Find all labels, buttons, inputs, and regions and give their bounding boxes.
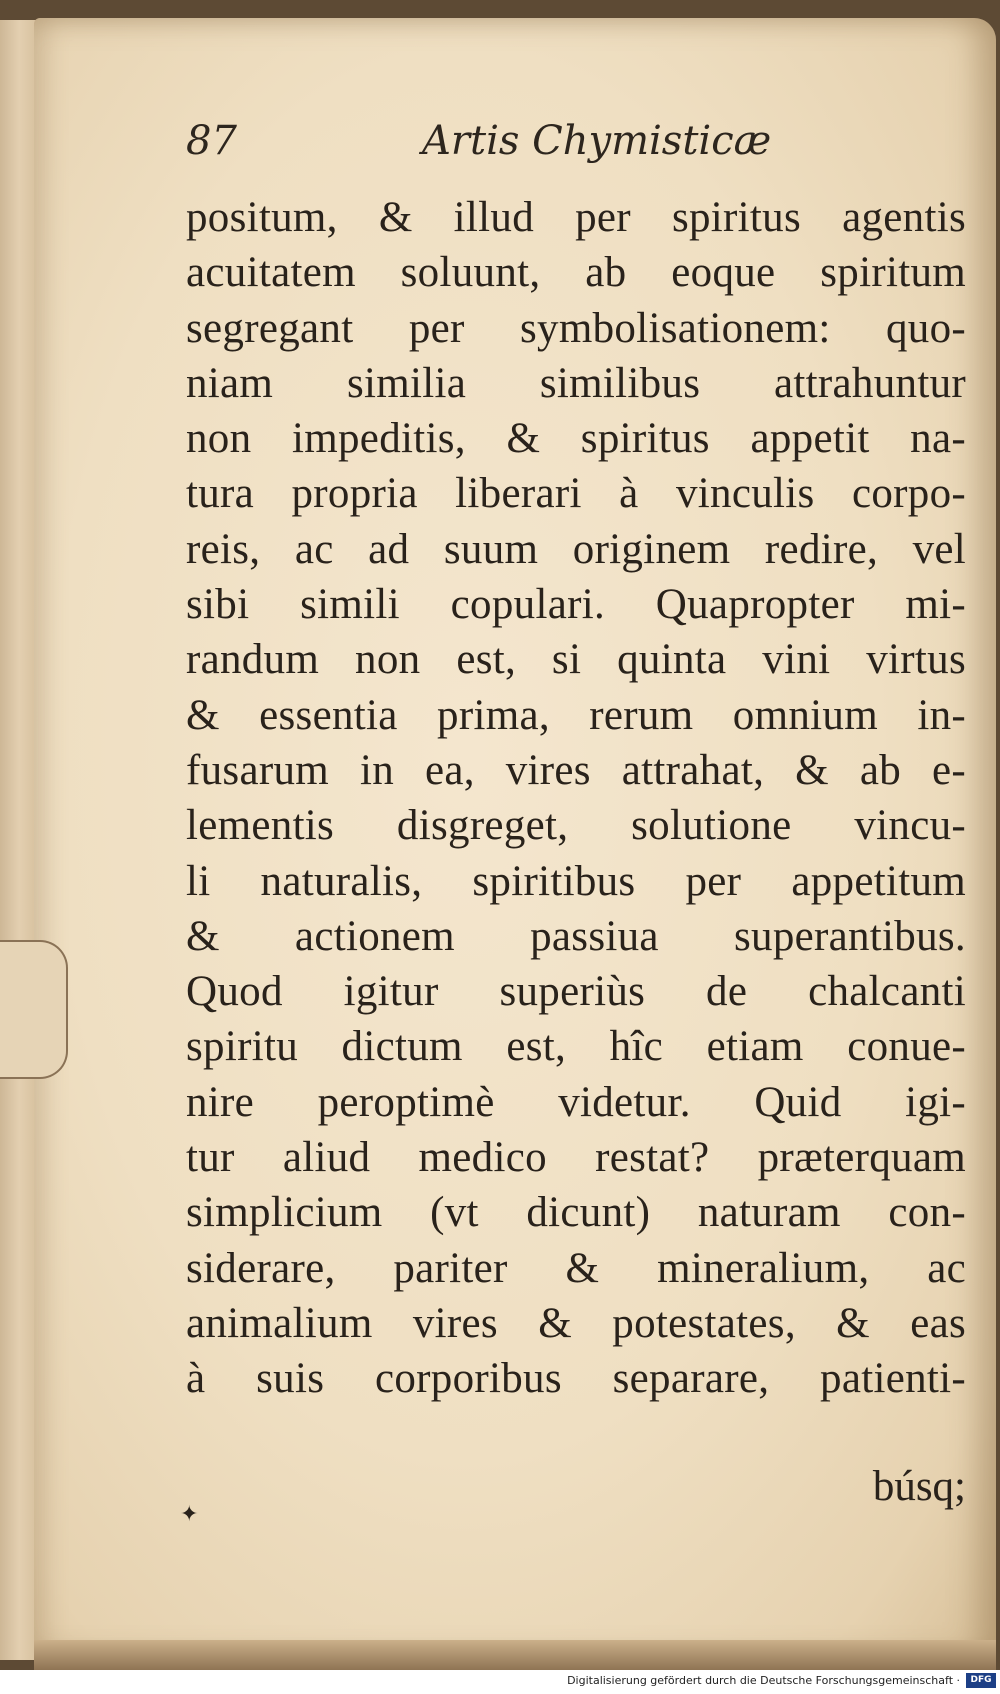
text-line: li naturalis, spiritibus per appetitum <box>186 857 966 905</box>
footer-bar <box>0 1670 1000 1694</box>
text-line: sibi simili copulari. Quapropter mi- <box>186 581 966 629</box>
catchword-row <box>176 1462 966 1527</box>
text-line: animalium vires & potestates, & eas <box>186 1299 966 1347</box>
page-bottom-edge <box>34 1640 996 1670</box>
text-line: niam similia similibus attrahuntur <box>186 359 966 407</box>
text-line: Quod igitur superiùs de chalcanti <box>186 968 966 1016</box>
catchword: búsq; <box>872 1463 966 1510</box>
digitization-credit: Digitalisierung gefördert durch die Deutsche Forschungsgemeinschaft · <box>567 1674 960 1687</box>
text-line: randum non est, si quinta vini virtus <box>186 636 966 684</box>
text-line: & essentia prima, rerum omnium in- <box>186 691 966 739</box>
text-line: & actionem passiua superantibus. <box>186 912 966 960</box>
text-line: segregant per symbolisationem: quo- <box>186 304 966 352</box>
running-head: Artis Chymisticæ <box>422 118 772 164</box>
dfg-logo: DFG <box>966 1673 996 1688</box>
signature-mark: ✦ <box>180 1502 199 1527</box>
text-line: non impeditis, & spiritus appetit na- <box>186 415 966 463</box>
text-line: à suis corporibus separare, patienti- <box>186 1355 966 1403</box>
text-line: fusarum in ea, vires attrahat, & ab e- <box>186 746 966 794</box>
text-line: tura propria liberari à vinculis corpo- <box>186 470 966 518</box>
text-line: siderare, pariter & mineralium, ac <box>186 1244 966 1292</box>
text-line: tur aliud medico restat? præterquam <box>186 1134 966 1182</box>
text-line: acuitatem soluunt, ab eoque spiritum <box>186 249 966 297</box>
page-number: 87 <box>186 118 237 164</box>
text-line: nire peroptimè videtur. Quid igi- <box>186 1078 966 1126</box>
page-tab <box>0 940 68 1079</box>
text-line: reis, ac ad suum originem redire, vel <box>186 525 966 573</box>
text-line: positum, & illud per spiritus agentis <box>186 194 966 241</box>
body-text <box>186 190 966 1407</box>
page-header <box>186 118 886 178</box>
text-line: lementis disgreget, solutione vincu- <box>186 802 966 850</box>
text-line: spiritu dictum est, hîc etiam conue- <box>186 1023 966 1071</box>
text-line: simplicium (vt dicunt) naturam con- <box>186 1189 966 1237</box>
